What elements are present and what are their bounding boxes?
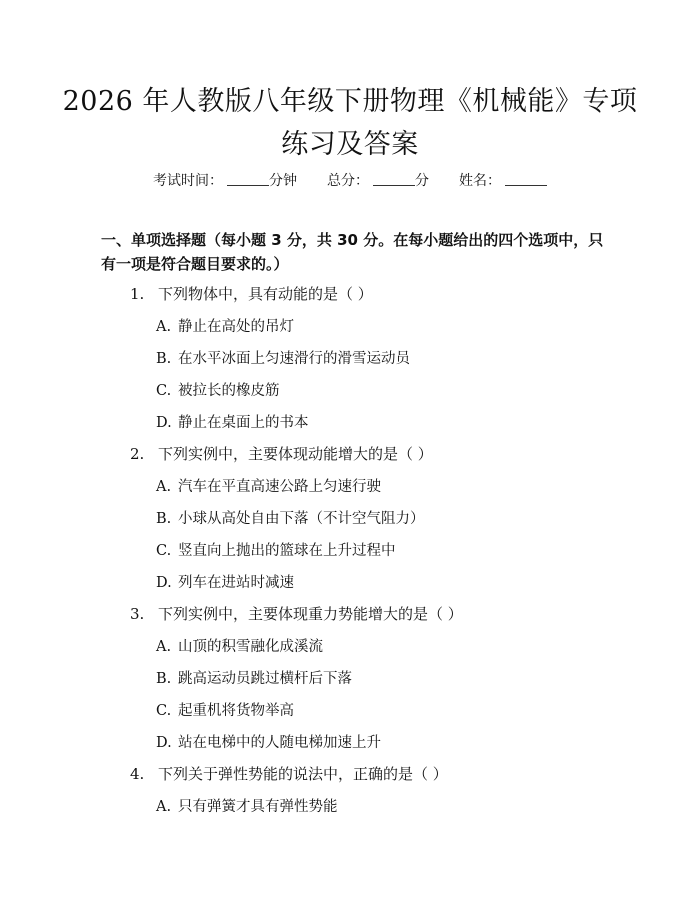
option-3b	[156, 667, 352, 688]
name-blank	[505, 171, 547, 186]
option-3a	[156, 635, 323, 656]
question-text: 下列实例中，主要体现动能增大的是（ ）	[158, 445, 433, 463]
question-1	[130, 283, 373, 304]
option-text: 静止在高处的吊灯	[178, 319, 294, 335]
option-1b	[156, 347, 410, 368]
option-3c	[156, 699, 294, 720]
score-label: 总分：	[327, 173, 369, 189]
question-text: 下列关于弹性势能的说法中，正确的是（ ）	[158, 765, 448, 783]
option-label: C.	[156, 703, 172, 719]
document-title: 2026 年人教版八年级下册物理《机械能》专项练习及答案	[62, 86, 638, 160]
option-label: B.	[156, 351, 172, 367]
option-text: 汽车在平直高速公路上匀速行驶	[178, 479, 381, 495]
option-text: 静止在桌面上的书本	[178, 415, 309, 431]
option-label: B.	[156, 511, 172, 527]
option-text: 山顶的积雪融化成溪流	[178, 639, 323, 655]
option-1c	[156, 379, 280, 400]
option-2b	[156, 507, 425, 528]
option-label: A.	[156, 799, 172, 815]
question-text: 下列物体中，具有动能的是（ ）	[158, 285, 373, 303]
option-4a	[156, 795, 338, 816]
option-text: 列车在进站时减速	[178, 575, 294, 591]
option-3d	[156, 731, 381, 752]
score-unit: 分	[415, 173, 429, 189]
option-label: B.	[156, 671, 172, 687]
option-text: 起重机将货物举高	[178, 703, 294, 719]
option-2a	[156, 475, 381, 496]
question-4	[130, 763, 448, 784]
option-label: D.	[156, 735, 172, 751]
option-label: C.	[156, 543, 172, 559]
question-number: 2.	[130, 445, 145, 463]
option-text: 站在电梯中的人随电梯加速上升	[178, 735, 381, 751]
option-text: 只有弹簧才具有弹性势能	[178, 799, 338, 815]
option-label: A.	[156, 639, 172, 655]
question-text: 下列实例中，主要体现重力势能增大的是（ ）	[158, 605, 463, 623]
option-label: D.	[156, 415, 172, 431]
option-text: 在水平冰面上匀速滑行的滑雪运动员	[178, 351, 410, 367]
option-text: 竖直向上抛出的篮球在上升过程中	[178, 543, 396, 559]
option-label: A.	[156, 479, 172, 495]
option-label: D.	[156, 575, 172, 591]
exam-meta	[0, 170, 700, 190]
score-blank	[373, 171, 415, 186]
question-3	[130, 603, 463, 624]
option-1a	[156, 315, 294, 336]
option-text: 跳高运动员跳过横杆后下落	[178, 671, 352, 687]
option-text: 被拉长的橡皮筋	[178, 383, 280, 399]
question-2	[130, 443, 433, 464]
name-label: 姓名：	[459, 173, 501, 189]
option-1d	[156, 411, 309, 432]
question-number: 1.	[130, 285, 145, 303]
option-2c	[156, 539, 396, 560]
question-number: 4.	[130, 765, 145, 783]
section-heading: 一、单项选择题（每小题 3 分，共 30 分。在每小题给出的四个选项中，只有一项是符合题目要求的。）	[101, 231, 604, 273]
option-2d	[156, 571, 294, 592]
time-blank	[227, 171, 269, 186]
time-unit: 分钟	[269, 173, 297, 189]
option-text: 小球从高处自由下落（不计空气阻力）	[178, 511, 425, 527]
question-number: 3.	[130, 605, 145, 623]
option-label: A.	[156, 319, 172, 335]
option-label: C.	[156, 383, 172, 399]
time-label: 考试时间：	[153, 173, 223, 189]
